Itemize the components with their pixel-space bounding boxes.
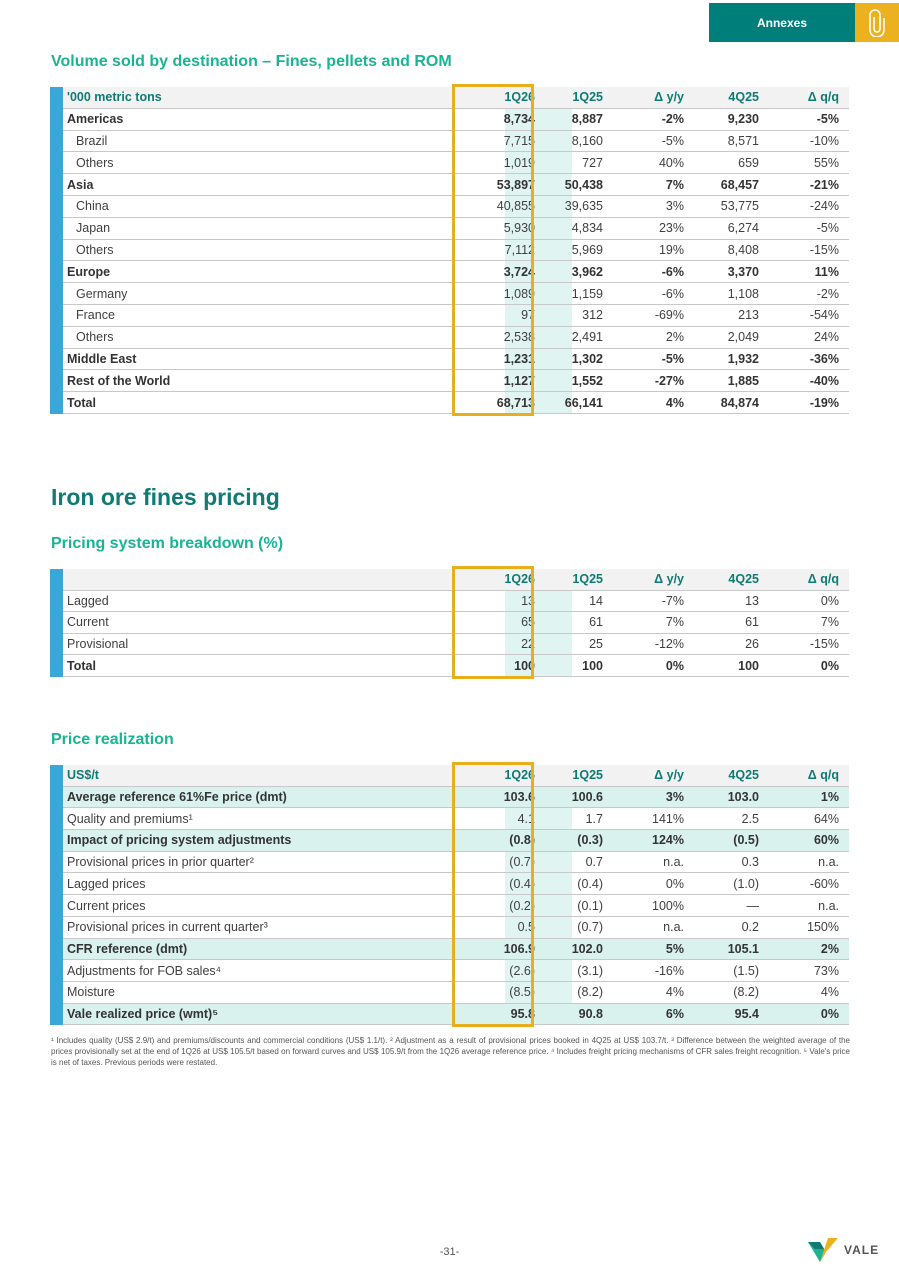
table-cell: -36% [809,351,839,366]
table-cell: (0.4) [509,876,535,891]
table-cell: 0.5 [517,920,535,935]
table-cell: 1,231 [503,351,535,366]
row-label: CFR reference (dmt) [67,941,188,956]
column-header: 1Q26 [504,90,535,105]
table-cell: n.a. [663,920,684,935]
table-cell: 1,089 [503,286,535,301]
row-label: Lagged [67,593,109,608]
iron-ore-section-title: Iron ore fines pricing [51,484,280,510]
row-label: Americas [67,112,124,127]
table-cell: 95.4 [734,1007,759,1022]
table-cell: 95.8 [510,1007,535,1022]
column-header: Δ y/y [654,572,684,587]
annexes-tab-label: Annexes [756,15,808,30]
table-cell: (0.4) [577,876,603,891]
table-cell: -19% [809,395,839,410]
table-cell: 2,049 [727,330,759,345]
table-cell: 3,962 [571,264,603,279]
table-cell: 4% [665,395,684,410]
row-label: China [76,199,109,214]
table-cell: (0.2) [509,898,535,913]
table-cell: 7,112 [504,242,535,257]
table-cell: 84,874 [720,395,759,410]
column-header: US$/t [67,768,99,783]
table-cell: 0% [820,1007,839,1022]
row-label: Average reference 61%Fe price (dmt) [67,790,287,805]
table-cell: -5% [661,351,684,366]
table-cell: 24% [813,330,839,345]
column-header: 1Q26 [504,572,535,587]
volume-section-title: Volume sold by destination – Fines, pellets and ROM [51,53,452,70]
table-cell: 6% [665,1007,684,1022]
table-cell: 5% [665,941,684,956]
table-cell: 53,897 [496,177,535,192]
table-cell: 73% [813,963,839,978]
table-cell: 90.8 [578,1007,603,1022]
table-cell: 727 [582,155,603,170]
table-cell: 102.0 [571,941,603,956]
table-cell: 0.2 [741,920,759,935]
table-cell: 213 [738,308,759,323]
table-cell: 13 [521,593,535,608]
table-cell: 2.5 [741,811,759,826]
table-cell: 2% [820,941,839,956]
row-label: Provisional prices in prior quarter² [67,855,254,870]
table-cell: 61 [745,615,759,630]
vale-logo-text: VALE [844,1243,880,1257]
table-cell: 1,885 [727,373,759,388]
table-cell: 6,274 [727,221,759,236]
table-cell: -54% [809,308,839,323]
table-cell: 8,887 [571,112,603,127]
table-cell: 659 [738,155,759,170]
table-cell: 11% [814,264,839,279]
table-accent-bar [50,569,63,677]
column-header: 4Q25 [728,768,759,783]
table-cell: 66,141 [564,395,603,410]
table-cell: 1% [820,790,839,805]
pricing-system-title: Pricing system breakdown (%) [51,535,284,552]
table-cell: -24% [809,199,839,214]
row-label: Provisional prices in current quarter³ [67,920,268,935]
table-cell: -2% [661,112,684,127]
table-cell: 4% [665,985,684,1000]
row-label: Quality and premiums¹ [67,811,193,826]
table-cell: 100.6 [571,790,603,805]
table-cell: 23% [658,221,684,236]
table-cell: 3% [665,199,684,214]
column-header: '000 metric tons [67,90,162,105]
table-cell: (8.5) [509,985,535,1000]
column-header: 1Q25 [572,90,603,105]
table-cell: 1,552 [571,373,603,388]
column-header: 1Q25 [572,768,603,783]
paperclip-icon [855,3,899,42]
table-cell: 7% [665,615,684,630]
table-cell: 0.7 [585,855,603,870]
annexes-tab[interactable] [709,3,855,42]
table-cell: 8,408 [727,242,759,257]
table-cell: 1,302 [571,351,603,366]
table-cell: (1.5) [733,963,759,978]
table-cell: (0.7) [577,920,603,935]
table-cell: 0.3 [741,855,759,870]
row-label: Moisture [67,985,115,1000]
table-cell: -6% [661,286,684,301]
table-cell: -7% [661,593,684,608]
volume-table [50,87,849,414]
table-cell: 9,230 [727,112,759,127]
row-label: Provisional [67,637,129,652]
table-cell: 8,571 [727,133,759,148]
table-cell: 97 [521,308,535,323]
table-cell: 2,491 [571,330,603,345]
table-cell: 50,438 [564,177,603,192]
table-cell: -12% [654,637,684,652]
table-cell: 7% [665,177,684,192]
price-realization-table [50,765,849,1025]
table-cell: 4.1 [517,811,535,826]
row-label: Total [67,395,96,410]
row-label: Japan [76,221,111,236]
vale-logo [806,1236,879,1264]
table-cell: 8,160 [571,133,603,148]
table-cell: 1.7 [585,811,603,826]
table-cell: (3.1) [577,963,603,978]
table-cell: (8.2) [733,985,759,1000]
table-accent-bar [50,765,63,1025]
table-cell: (0.7) [509,855,535,870]
current-quarter-frame [452,762,534,1027]
table-cell: 22 [521,637,535,652]
footnote: ¹ Includes quality (US$ 2.9/t) and premiums/discounts and commercial conditions (US$ 1.1/t). ² Adjustment as a result of provisional prices booked in 4Q25 at US$ 103.7/t. ³ Difference between the weighted average of the prices provisionally set at the end of 1Q26 at US$ 105.5/t based on forward curves and US$ 105.9/t from the 1Q26 average reference price. ⁴ Includes freight pricing mechanisms of CFR sales freight recognition. ⁵ Vale's price is net of taxes. Previous periods were restated. [51,1036,850,1067]
table-cell: -27% [654,373,684,388]
table-cell: -21% [809,177,839,192]
table-cell: 4,834 [571,221,603,236]
table-cell: 26 [745,637,759,652]
table-cell: 100 [582,658,603,673]
column-header: 4Q25 [728,572,759,587]
table-cell: (8.2) [577,985,603,1000]
column-header: Δ q/q [807,90,839,105]
row-label: Others [76,330,114,345]
table-cell: (1.0) [733,876,759,891]
table-cell: 100 [738,658,759,673]
table-cell: 7,715 [503,133,535,148]
table-cell: -5% [661,133,684,148]
column-header: Δ y/y [654,768,684,783]
table-cell: 14 [589,593,603,608]
table-cell: 65 [521,615,535,630]
table-cell: 53,775 [720,199,759,214]
table-cell: 1,159 [571,286,603,301]
table-cell: -15% [809,242,839,257]
row-label: Middle East [67,351,137,366]
table-cell: n.a. [663,855,684,870]
table-cell: 0% [665,876,684,891]
table-cell: (0.8) [509,833,535,848]
table-cell: -6% [661,264,684,279]
table-cell: 4% [820,985,839,1000]
table-cell: 1,932 [727,351,759,366]
table-cell: -5% [816,221,839,236]
table-cell: 124% [652,833,684,848]
column-header: Δ q/q [807,768,839,783]
row-label: Others [76,242,114,257]
row-label: Rest of the World [67,373,171,388]
table-cell: 55% [813,155,839,170]
table-cell: 106.9 [503,941,535,956]
row-label: Germany [76,286,128,301]
price-realization-title: Price realization [51,731,174,748]
row-label: Current prices [67,898,146,913]
table-cell: 8,734 [503,112,535,127]
table-cell: 68,457 [720,177,759,192]
table-cell: -16% [654,963,684,978]
page-number: -31- [439,1246,460,1258]
table-cell: 0% [820,593,839,608]
table-cell: 60% [813,833,839,848]
pricing-system-table [50,569,849,677]
table-cell: 312 [582,308,603,323]
table-cell: (0.3) [577,833,603,848]
table-cell: 5,930 [503,221,535,236]
table-cell: 7% [820,615,839,630]
table-cell: 0% [665,658,684,673]
table-cell: -15% [809,637,839,652]
row-label: Total [67,658,96,673]
row-label: Current [67,615,109,630]
table-cell: 103.0 [727,790,759,805]
table-cell: 2,538 [503,330,535,345]
column-header: 4Q25 [728,90,759,105]
row-label: Vale realized price (wmt)⁵ [67,1007,219,1022]
table-cell: — [746,898,759,913]
table-cell: 64% [813,811,839,826]
table-cell: 3,724 [503,264,535,279]
table-cell: (0.5) [733,833,759,848]
table-cell: 3,370 [727,264,759,279]
row-label: Lagged prices [67,876,146,891]
table-cell: 5,969 [571,242,603,257]
table-accent-bar [50,87,63,414]
table-cell: 1,019 [503,155,535,170]
row-label: Impact of pricing system adjustments [67,833,292,848]
table-cell: -5% [816,112,839,127]
table-cell: 150% [807,920,839,935]
table-cell: n.a. [818,898,839,913]
table-cell: 3% [665,790,684,805]
table-cell: 13 [745,593,759,608]
table-cell: -2% [816,286,839,301]
table-cell: 100 [514,658,535,673]
row-label: Europe [67,264,111,279]
current-quarter-frame [452,84,534,416]
table-cell: 19% [658,242,684,257]
table-cell: 1,127 [503,373,535,388]
table-cell: -10% [809,133,839,148]
table-cell: 1,108 [727,286,759,301]
column-header: 1Q26 [504,768,535,783]
column-header: Δ q/q [807,572,839,587]
table-cell: (2.6) [509,963,535,978]
row-label: France [76,308,115,323]
row-label: Asia [67,177,94,192]
table-cell: 40% [658,155,684,170]
table-cell: 2% [665,330,684,345]
table-cell: 68,713 [496,395,535,410]
table-cell: 40,855 [496,199,535,214]
table-cell: 100% [652,898,684,913]
table-cell: -40% [809,373,839,388]
table-cell: 103.6 [503,790,535,805]
table-cell: 61 [589,615,603,630]
current-quarter-frame [452,566,534,679]
table-cell: -60% [809,876,839,891]
table-cell: 25 [589,637,603,652]
table-cell: 39,635 [564,199,603,214]
table-cell: n.a. [818,855,839,870]
row-label: Others [76,155,114,170]
table-cell: (0.1) [577,898,603,913]
vale-logo-icon [806,1236,842,1264]
table-cell: 141% [652,811,684,826]
column-header: Δ y/y [654,90,684,105]
table-cell: -69% [654,308,684,323]
table-cell: 105.1 [727,941,759,956]
column-header: 1Q25 [572,572,603,587]
row-label: Adjustments for FOB sales⁴ [67,963,222,978]
table-cell: 0% [820,658,839,673]
row-label: Brazil [76,133,108,148]
